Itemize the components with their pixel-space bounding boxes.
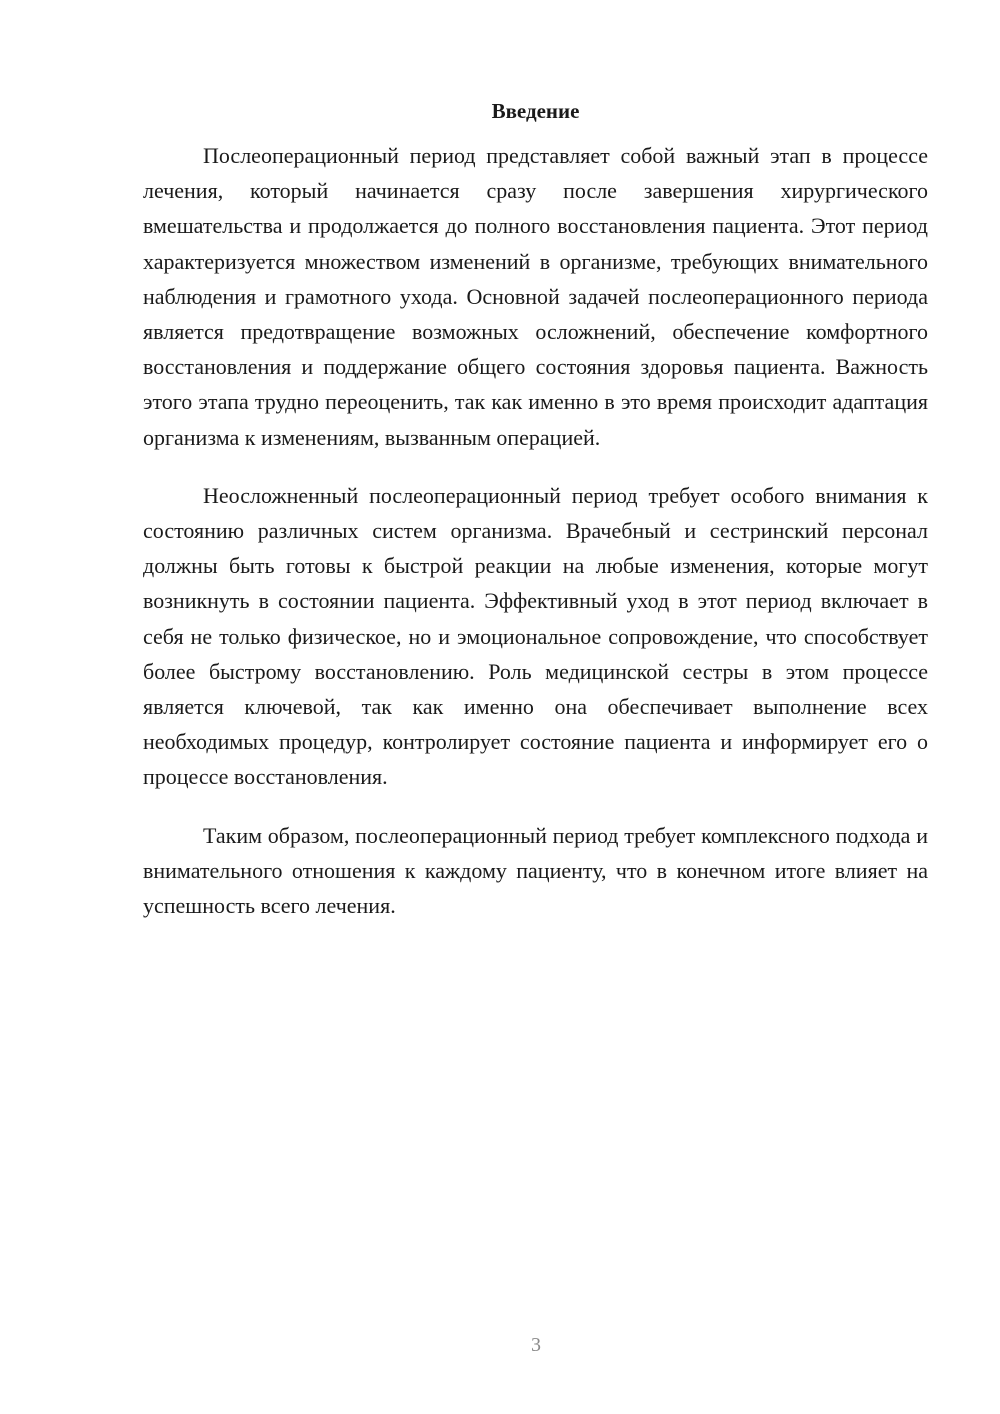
page-content [143, 96, 928, 946]
page-number: 3 [531, 1334, 541, 1356]
section-heading: Введение [491, 99, 580, 123]
paragraph-2: Неосложненный послеоперационный период требует особого внимания к состоянию различных систем организма. Врачебный и сестринский персонал должны быть готовы к быстрой реакции на любые изменения, которые могут возникнуть в состоянии пациента. Эффективный уход в этот период включает в себя не только физическое, но и эмоциональное сопровождение, что способствует более быстрому восстановлению. Роль медицинской сестры в этом процессе является ключевой, так как именно она обеспечивает выполнение всех необходимых процедур, контролирует состояние пациента и информирует его о процессе восстановления. [143, 482, 928, 790]
paragraph-3: Таким образом, послеоперационный период требует комплексного подхода и внимательного отношения к каждому пациенту, что в конечном итоге влияет на успешность всего лечения. [143, 822, 928, 919]
paragraph-1: Послеоперационный период представляет собой важный этап в процессе лечения, который начинается сразу после завершения хирургического вмешательства и продолжается до полного восстановления пациента. Этот период характеризуется множеством изменений в организме, требующих внимательного наблюдения и грамотного ухода. Основной задачей послеоперационного периода является предотвращение возможных осложнений, обеспечение комфортного восстановления и поддержание общего состояния здоровья пациента. Важность этого этапа трудно переоценить, так как именно в это время происходит адаптация организма к изменениям, вызванным операцией. [143, 143, 928, 450]
